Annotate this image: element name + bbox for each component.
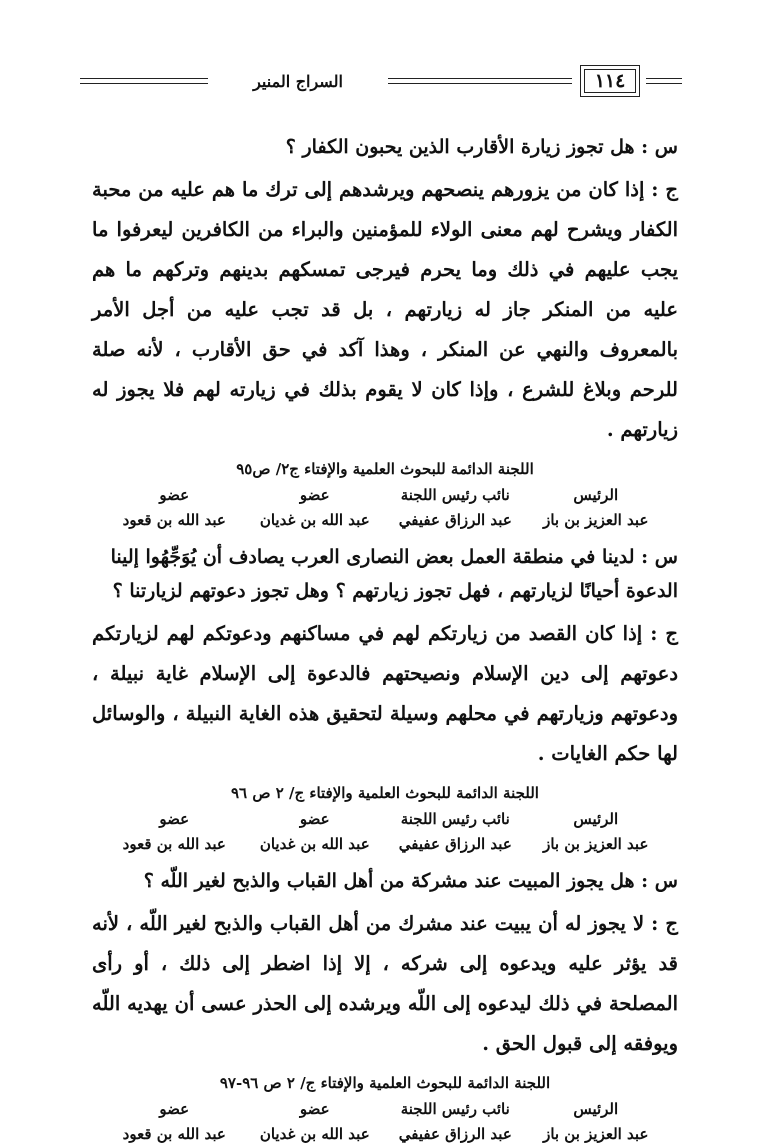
signatory-role: الرئيس bbox=[573, 486, 619, 504]
page-content bbox=[92, 124, 678, 1148]
signatory-name: عبد الله بن قعود bbox=[122, 835, 226, 853]
signatories-3 bbox=[92, 1098, 678, 1148]
header-rule-left-bottom bbox=[80, 83, 208, 84]
signatory-role: نائب رئيس اللجنة bbox=[400, 1100, 510, 1118]
question-2: س : لدينا في منطقة العمل بعض النصارى العرب يصادف أن يُوَجِّهُوا إلينا الدعوة أحيانًا لزيارتهم ، فهل تجوز زيارتهم ؟ وهل تجوز دعوتهم لزيارتنا ؟ bbox=[110, 546, 678, 602]
signatory-chairman bbox=[526, 1098, 667, 1148]
question-3: س : هل يجوز المبيت عند مشركة من أهل القباب والذبح لغير اللّه ؟ bbox=[143, 870, 678, 892]
signatory-role: نائب رئيس اللجنة bbox=[400, 486, 510, 504]
signatory-name: عبد العزيز بن باز bbox=[543, 511, 649, 529]
signatory-name: عبد الله بن غديان bbox=[259, 511, 370, 529]
signatory-role: الرئيس bbox=[573, 810, 619, 828]
signatory-name: عبد الرزاق عفيفي bbox=[398, 1125, 512, 1143]
signatory-name: عبد العزيز بن باز bbox=[543, 835, 649, 853]
header-rule-right-bottom bbox=[646, 83, 682, 84]
page-number: ١١٤ bbox=[580, 65, 640, 97]
signatory-role: عضو bbox=[159, 486, 190, 504]
fatwa-source-2: اللجنة الدائمة للبحوث العلمية والإفتاء ج/ ٢ ص ٩٦ bbox=[231, 784, 539, 802]
page-header bbox=[0, 62, 765, 102]
signatory-name: عبد الله بن غديان bbox=[259, 835, 370, 853]
signatory-role: عضو bbox=[299, 486, 330, 504]
running-title: السراج المنير bbox=[253, 72, 343, 91]
signatory-deputy bbox=[385, 808, 526, 858]
signatory-name: عبد الله بن قعود bbox=[122, 511, 226, 529]
signatory-name: عبد الرزاق عفيفي bbox=[398, 511, 512, 529]
fatwa-source-3: اللجنة الدائمة للبحوث العلمية والإفتاء ج/ ٢ ص ٩٦-٩٧ bbox=[219, 1074, 551, 1092]
answer-3: ج : لا يجوز له أن يبيت عند مشرك من أهل القباب والذبح لغير اللّه ، لأنه قد يؤثر عليه ويدعوه إلى شركه ، إلا إذا اضطر إلى ذلك ، أو رأى المصلحة في ذلك ليدعوه إلى اللّه ويرشده إلى الحذر عسى أن يهديه اللّه ويوفقه إلى قبول الحق . bbox=[92, 912, 678, 1055]
signatory-name: عبد الله بن قعود bbox=[122, 1125, 226, 1143]
signatory-member bbox=[104, 808, 245, 858]
signatory-deputy bbox=[385, 1098, 526, 1148]
signatory-member bbox=[104, 1098, 245, 1148]
signatory-role: عضو bbox=[159, 810, 190, 828]
signatories-2 bbox=[92, 808, 678, 858]
signatory-member bbox=[104, 484, 245, 534]
fatwa-source-1: اللجنة الدائمة للبحوث العلمية والإفتاء ج٢/ ص٩٥ bbox=[236, 460, 534, 478]
signatory-name: عبد الله بن غديان bbox=[259, 1125, 370, 1143]
signatory-deputy bbox=[385, 484, 526, 534]
signatory-member bbox=[245, 808, 386, 858]
signatory-member bbox=[245, 1098, 386, 1148]
signatory-role: نائب رئيس اللجنة bbox=[400, 810, 510, 828]
signatory-role: عضو bbox=[299, 1100, 330, 1118]
answer-1: ج : إذا كان من يزورهم ينصحهم ويرشدهم إلى ترك ما هم عليه من محبة الكفار ويشرح لهم معنى الولاء للمؤمنين والبراء من الكافرين ليعرفوا ما يجب عليهم في ذلك وما يحرم فيرجى تمسكهم بدينهم وتركهم ما هم عليه من المنكر جاز له زيارتهم ، بل قد تجب عليه من أجل الأمر بالمعروف والنهي عن المنكر ، وهذا آكد في حق الأقارب ، لأنه صلة للرحم وبلاغ للشرع ، وإذا كان لا يقوم بذلك في زيارته لهم فلا يجوز له زيارتهم . bbox=[92, 178, 678, 441]
header-rule-middle-bottom bbox=[388, 83, 572, 84]
signatories-1 bbox=[92, 484, 678, 534]
question-1: س : هل تجوز زيارة الأقارب الذين يحبون الكفار ؟ bbox=[285, 136, 678, 158]
signatory-role: الرئيس bbox=[573, 1100, 619, 1118]
signatory-member bbox=[245, 484, 386, 534]
signatory-name: عبد العزيز بن باز bbox=[543, 1125, 649, 1143]
signatory-name: عبد الرزاق عفيفي bbox=[398, 835, 512, 853]
signatory-role: عضو bbox=[299, 810, 330, 828]
header-rule-middle-top bbox=[388, 78, 572, 79]
signatory-chairman bbox=[526, 484, 667, 534]
header-rule-left-top bbox=[80, 78, 208, 79]
signatory-chairman bbox=[526, 808, 667, 858]
signatory-role: عضو bbox=[159, 1100, 190, 1118]
answer-2: ج : إذا كان القصد من زيارتكم لهم في مساكنهم ودعوتكم لهم لزيارتكم دعوتهم إلى دين الإسلام ونصيحتهم فالدعوة إلى الإسلام غاية نبيلة ، ودعوتهم وزيارتهم في محلهم وسيلة لتحقيق هذه الغاية النبيلة ، والوسائل لها حكم الغايات . bbox=[92, 622, 678, 765]
header-rule-right-top bbox=[646, 78, 682, 79]
